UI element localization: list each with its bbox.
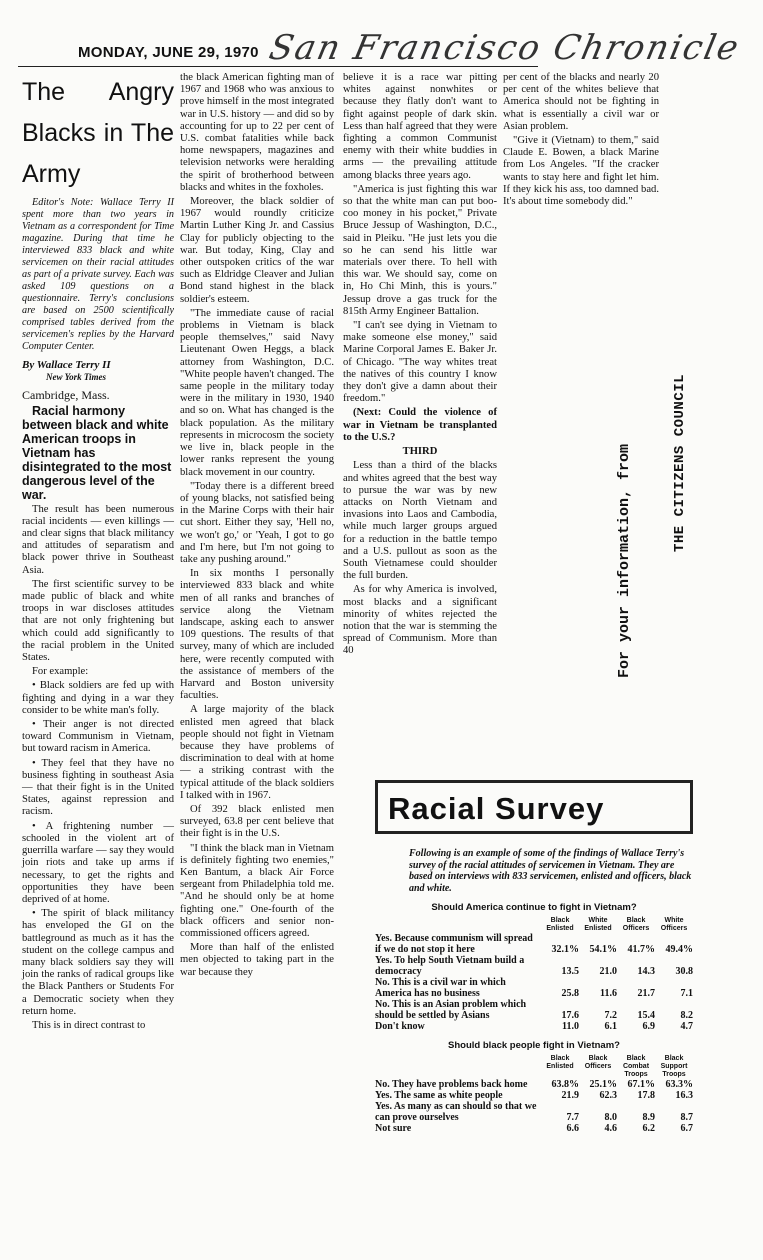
row-label: Yes. To help South Vietnam build a democracy	[375, 955, 525, 977]
table-row	[375, 1101, 693, 1123]
table-cell: 8.9	[642, 1112, 655, 1123]
table-cell: 41.7%	[627, 944, 655, 955]
table-row	[375, 1079, 693, 1090]
survey-question-1: Should America continue to fight in Vietnam?	[431, 902, 637, 913]
table-row	[375, 1090, 693, 1101]
dateline: MONDAY, JUNE 29, 1970	[78, 44, 259, 61]
table-cell: 63.3%	[665, 1079, 693, 1090]
paragraph: believe it is a race war pitting whites against nonwhites or because they flatly don't want to fight against people of dark skin. Less than half agreed that they were fighting a common Communist enemy with their white buddies in arms — the prevailing attitude among blacks three years ago.	[343, 72, 497, 181]
table-cell: 7.2	[604, 1010, 617, 1021]
paragraph: • Black soldiers are fed up with fighting and dying in a war they consider to be white man's folly.	[22, 680, 174, 716]
table-cell: 17.6	[561, 1010, 579, 1021]
paragraph: In six months I personally interviewed 833 black and white men of all ranks and branches of service along the Vietnam landscape, asking each to answer 109 questions. The results of that survey, many of which are included here, were recently computed with the assistance of members of the Harvard and Boston university faculties.	[180, 568, 334, 702]
row-label: No. This is an Asian problem which should be settled by Asians	[375, 999, 527, 1021]
table-row	[375, 1123, 693, 1134]
paragraph: Of 392 black enlisted men surveyed, 63.8 per cent believe that their fight is in the U.S.	[180, 803, 334, 840]
paragraph: "I think the black man in Vietnam is definitely fighting two enemies," Ken Bantum, a black Air Force sergeant from Philadelphia told me. "And he should only be at home fighting one." One-fourth of the black officers and senior non-commissioned officers agreed.	[180, 842, 334, 940]
paragraph: per cent of the blacks and nearly 20 per cent of the whites believe that America should not be fighting in what is essentially a civil war or Asian problem.	[503, 72, 659, 132]
paragraph: "Today there is a different breed of young blacks, not satisfied being in the Marine Corps with their hair cut short. Either they say, 'Hell no, we won't go,' or 'Yeah, I got to go and I'm here, but I'm not going to take any pushing around."	[180, 480, 334, 565]
paragraph: A large majority of the black enlisted men agreed that black people should not fight in Vietnam because they have problems of discrimination to deal with at home — a striking contrast with the typical attitude of the black soldiers I talked with in 1967.	[180, 704, 334, 801]
paragraph: "America is just fighting this war so that the white man can put boo-coo money in his pocket," Private Bruce Jessup of Washington, D.C., said in Pleiku. "He just lets you die so he can send his little war materials over there. To hell with this war. We should say, come on in, Ho Chi Minh, this is yours." Jessup drove a gas truck for the 815th Army Engineer Battalion.	[343, 183, 497, 317]
table-cell: 4.6	[604, 1123, 617, 1134]
table-cell: 21.0	[599, 966, 617, 977]
row-label: No. This is a civil war in which America has no business	[375, 977, 506, 999]
column-header: White Officers	[660, 917, 688, 932]
paragraph: • They feel that they have no business fighting in southeast Asia — that their fight is in the United States, against repression and racism.	[22, 757, 174, 818]
paragraph: For example:	[32, 666, 89, 678]
table-row	[375, 977, 693, 999]
row-label: Not sure	[375, 1123, 412, 1134]
table-cell: 16.3	[675, 1090, 693, 1101]
survey-table-1	[375, 933, 693, 1032]
row-label: Yes. As many as can should so that we can prove ourselves	[375, 1101, 537, 1123]
survey-title: Racial Survey	[375, 780, 693, 834]
margin-note-right: THE CITIZENS COUNCIL	[672, 373, 688, 552]
table-cell: 6.9	[642, 1021, 655, 1032]
paragraph: This is in direct contrast to	[32, 1019, 146, 1031]
paragraph: Less than a third of the blacks and whites agreed that the best way to pursue the war was by new attacks on North Vietnam and invasions into Laos and Cambodia, while much larger groups argued for a reduction in the battle tempo and a U.S. pullout as soon as the South Vietnamese could shoulder the full burden.	[343, 460, 497, 582]
table-cell: 6.6	[566, 1123, 579, 1134]
editors-note: Editor's Note: Wallace Terry II spent more than two years in Vietnam as a correspondent for Time magazine. During that time he interviewed 833 black and white servicemen on their racial attitudes as part of a private survey. Each was asked 109 questions on a questionnaire. Terry's conclusions are based on 2500 scientifically comprised tables derived from the servicemen's replies by the Harvard Computer Center.	[22, 197, 174, 352]
row-label: Yes. The same as white people	[375, 1090, 503, 1101]
table-cell: 4.7	[680, 1021, 693, 1032]
table-cell: 25.8	[561, 988, 579, 999]
headline: The Angry Blacks in The Army	[22, 78, 174, 188]
column-header: Black Officers	[622, 917, 650, 932]
table-row	[375, 1021, 693, 1032]
paragraph: • Their anger is not directed toward Communism in Vietnam, but toward racism in America.	[22, 719, 174, 755]
paragraph: "The immediate cause of racial problems in Vietnam is black people themselves," said Navy Lieutenant Owen Heggs, a black attorney from Washington, D.C. "White people haven't changed. The same people in the military today were in the military in 1930, 1940 and so on. What has changed is the black population. As the military represents in microcosm the society we live in, black people in the lower ranks represent the young black movement in our country.	[180, 307, 334, 478]
column-2	[180, 72, 334, 981]
column-header: Black Enlisted	[546, 917, 574, 932]
table-cell: 63.8%	[551, 1079, 579, 1090]
paragraph: More than half of the enlisted men objected to taking part in the war because they	[180, 942, 334, 978]
byline: By Wallace Terry II	[22, 359, 111, 371]
byline-source: New York Times	[46, 372, 106, 383]
table-cell: 17.8	[637, 1090, 655, 1101]
table-cell: 15.4	[637, 1010, 655, 1021]
column-3	[343, 72, 497, 660]
table-cell: 14.3	[637, 966, 655, 977]
paragraph: "Give it (Vietnam) to them," said Claude E. Bowen, a black Marine from Los Angeles. "If the cracker wants to stay here and fight let him. If they kick his ass, too damned bad. It's about time somebody did."	[503, 135, 659, 208]
paragraph: "I can't see dying in Vietnam to make someone else money," said Marine Corporal James E. Baker Jr. of Chicago. "The way whites treat the natives of this country I know they don't give a damn about their freedom."	[343, 320, 497, 405]
row-label: Yes. Because communism will spread if we do not stop it here	[375, 933, 533, 955]
column-header: White Enlisted	[584, 917, 612, 932]
table-row	[375, 955, 693, 977]
paragraph: • A frightening number —schooled in the violent art of guerrilla warfare — say they would join riots and take up arms if necessary, to get the rights and opportunities they have been deprived of at home.	[22, 820, 174, 905]
survey-intro: Following is an example of some of the findings of Wallace Terry's survey of the racial attitudes of servicemen in Vietnam. They are based on interviews with 833 servicemen, enlisted and officers, black and white.	[409, 848, 692, 894]
table-cell: 13.5	[561, 966, 579, 977]
table-cell: 11.6	[600, 988, 617, 999]
column-1	[22, 72, 174, 1034]
table-cell: 32.1%	[551, 944, 579, 955]
table-cell: 62.3	[599, 1090, 617, 1101]
row-label: No. They have problems back home	[375, 1079, 528, 1090]
table-row	[375, 933, 693, 955]
paragraph: The result has been numerous racial incidents — even killings — and clear signs that black militancy and attitudes of separatism and black power thrive in Southeast Asia.	[22, 503, 174, 576]
table-cell: 6.2	[642, 1123, 655, 1134]
newspaper-signature: San Francisco Chronicle	[265, 28, 744, 68]
table-cell: 8.0	[604, 1112, 617, 1123]
table-cell: 7.1	[680, 988, 693, 999]
paragraph: Moreover, the black soldier of 1967 would roundly criticize Martin Luther King Jr. and Cassius Clay for publicly objecting to the war. But today, King, Clay and other outspoken critics of the war such as Eldridge Cleaver and Julian Bond stand highest in the black soldier's esteem.	[180, 196, 334, 305]
survey-table-2	[375, 1079, 693, 1134]
header-rule	[18, 66, 538, 67]
column-header: Black Officers	[584, 1055, 612, 1070]
table-cell: 21.7	[637, 988, 655, 999]
column-header: Black Support Troops	[660, 1055, 688, 1078]
table-header	[375, 917, 693, 933]
table-cell: 67.1%	[627, 1079, 655, 1090]
column-4	[503, 72, 659, 210]
column-header: Black Combat Troops	[622, 1055, 650, 1078]
table-cell: 25.1%	[589, 1079, 617, 1090]
lead-paragraph: Racial harmony between black and white American troops in Vietnam has disintegrated to the most dangerous level of the war.	[22, 403, 172, 502]
table-cell: 30.8	[675, 966, 693, 977]
table-cell: 6.1	[604, 1021, 617, 1032]
paragraph: the black American fighting man of 1967 and 1968 who was anxious to prove himself in the most integrated war in U.S. history — and did so by accounting for up to 22 per cent of U.S. combat fatalities while back home newspapers, magazines and television networks were heralding the spirit of brotherhood between blacks and whites in the foxholes.	[180, 72, 334, 193]
margin-note-left: For your information, from	[616, 443, 633, 678]
table-cell: 7.7	[566, 1112, 579, 1123]
table-cell: 49.4%	[665, 944, 693, 955]
next-installment-note: (Next: Could the violence of war in Vietnam be transplanted to the U.S.?	[343, 407, 497, 443]
paragraph: As for why America is involved, most blacks and a significant minority of whites rejected the notion that the war is stemming the spread of Communism. More than 40	[343, 584, 497, 657]
table-cell: 8.2	[680, 1010, 693, 1021]
column-header: Black Enlisted	[546, 1055, 574, 1070]
row-label: Don't know	[375, 1021, 425, 1032]
subhead-third: THIRD	[402, 446, 438, 458]
table-cell: 54.1%	[589, 944, 617, 955]
racial-survey-box	[375, 780, 693, 1134]
table-cell: 21.9	[561, 1090, 579, 1101]
table-cell: 8.7	[680, 1112, 693, 1123]
survey-question-2: Should black people fight in Vietnam?	[448, 1040, 620, 1051]
table-cell: 11.0	[562, 1021, 579, 1032]
dateline-city: Cambridge, Mass.	[22, 388, 110, 403]
table-cell: 6.7	[680, 1123, 693, 1134]
table-row	[375, 999, 693, 1021]
paragraph: The first scientific survey to be made public of black and white troops in war discloses attitudes that are not only frightening but which could add significantly to the racial problem in the United States.	[22, 578, 174, 664]
paragraph: • The spirit of black militancy has enveloped the GI on the battleground as much as it has the student on the college campus and many black soldiers say they will join the ranks of radical groups like the Black Panthers or Students For a Democratic society when they return home.	[22, 908, 174, 1017]
table-header	[375, 1055, 693, 1079]
